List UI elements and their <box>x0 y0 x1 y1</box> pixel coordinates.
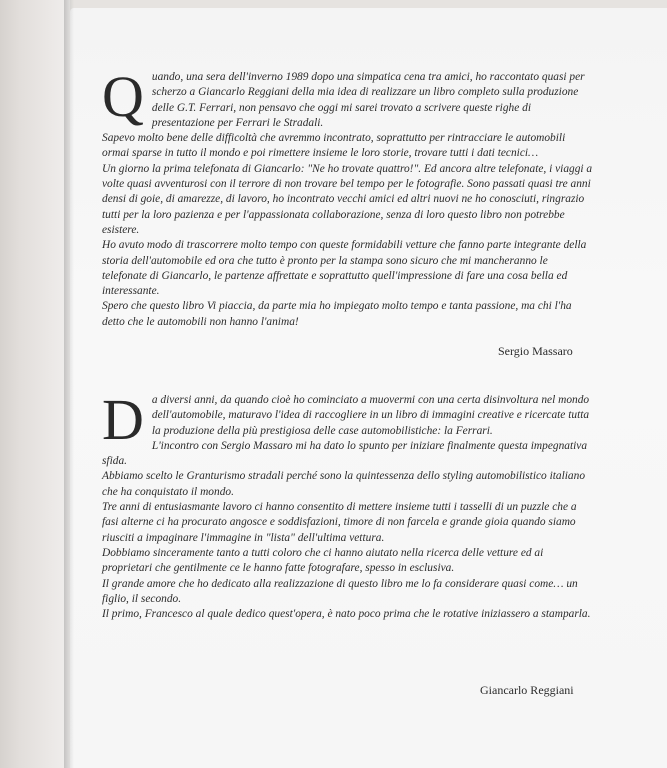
facing-page-edge <box>0 0 70 768</box>
paragraph: Sapevo molto bene delle difficoltà che avremmo incontrato, soprattutto per rintracciare le automobili ormai sparse in tutto il mondo e poi rimettere insieme le loro storie, trovare tutti i dati tecnici… <box>102 132 566 160</box>
paragraph: Tre anni di entusiasmante lavoro ci hanno consentito di mettere insieme tutti i tasselli di un puzzle che a fasi alterne ci ha procurato angosce e soddisfazioni, timore di non farcela e grande gioia quando siamo riusciti a impaginare l'immagine in "lista" dell'ultima vettura. <box>102 501 577 544</box>
spine-shadow <box>64 0 74 768</box>
preface-massaro <box>102 64 594 330</box>
paragraph: Spero che questo libro Vi piaccia, da parte mia ho impiegato molto tempo e tanta passione, ma chi l'ha detto che le automobili non hanno l'anima! <box>102 300 572 328</box>
preface-reggiani <box>102 387 594 622</box>
signature-reggiani: Giancarlo Reggiani <box>480 683 574 697</box>
paragraph: Abbiamo scelto le Granturismo stradali perché sono la quintessenza dello styling automobilistico italiano che ha conquistato il mondo. <box>102 470 586 498</box>
paragraph: Il grande amore che ho dedicato alla realizzazione di questo libro me lo fa considerare quasi come… un figlio, il secondo. <box>102 577 578 605</box>
signature-massaro: Sergio Massaro <box>498 344 573 358</box>
paragraph: Un giorno la prima telefonata di Giancarlo: "Ne ho trovate quattro!". Ed ancora altre telefonate, i viaggi a volte quasi avventurosi con il terrore di non trovare bel tempo per le fotografie. Sono passati quasi tre anni densi di goie, di amarezze, di lavoro, ho incontrato vecchi amici ed altri nuovi ne ho conosciuti, ringrazio tutti per la loro pazienza e per l'appassionata collaborazione, senza di loro questo libro non potrebbe esistere. <box>102 162 593 236</box>
paragraph: Ho avuto modo di trascorrere molto tempo con queste formidabili vetture che fanno parte integrante della storia dell'automobile ed ora che tutto è pronto per la stampa sono sicuro che mi mancheranno le telefonate di Giancarlo, le partenze affrettate e soprattutto quell'impressione di fare una cosa bella ed interessante. <box>102 239 587 298</box>
paragraph: Il primo, Francesco al quale dedico quest'opera, è nato poco prima che le rotative iniziassero a stamparla. <box>102 608 591 621</box>
drop-cap-q: Q <box>102 64 144 129</box>
paragraph: L'incontro con Sergio Massaro mi ha dato lo spunto per iniziare finalmente questa impegnativa sfida. <box>102 439 588 468</box>
paragraph: Dobbiamo sinceramente tanto a tutti coloro che ci hanno aiutato nella ricerca delle vetture ed ai proprietari che gentilmente ce le hanno fatte fotografare, spesso in esclusiva. <box>102 546 544 575</box>
paragraph: uando, una sera dell'inverno 1989 dopo una simpatica cena tra amici, ho raccontato quasi per scherzo a Giancarlo Reggiani della mia idea di realizzare un libro completo sulla produzione delle G.T. Ferrari, non pensavo che oggi mi sarei trovato a scrivere queste righe di presentazione per Ferrari le Stradali. <box>151 71 585 129</box>
drop-cap-d: D <box>102 387 144 452</box>
paragraph: a diversi anni, da quando cioè ho cominciato a muovermi con una certa disinvoltura nel mondo dell'automobile, maturavo l'idea di raccogliere in un libro di immagini creative e ricercate tutta la produzione della più prestigiosa delle case automobilistiche: la Ferrari. <box>151 394 590 437</box>
